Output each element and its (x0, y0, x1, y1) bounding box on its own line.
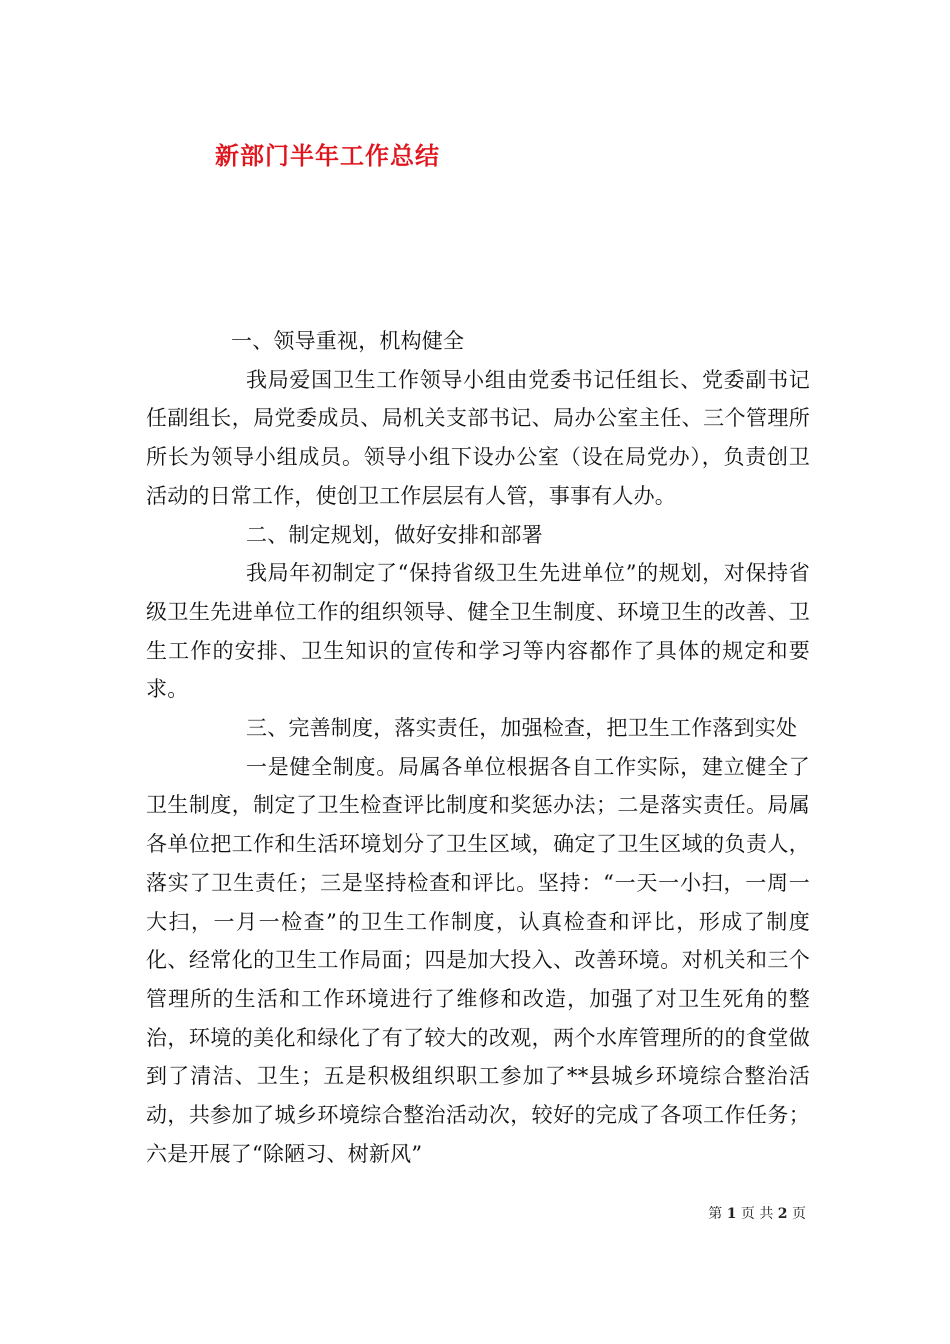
footer-middle: 页 共 (740, 1206, 774, 1222)
section-heading-1: 一、领导重视，机构健全 (231, 329, 465, 353)
paragraph-1: 我局爱国卫生工作领导小组由党委书记任组长、党委副书记任副组长，局党委成员、局机关支部书记、局办公室主任、三个管理所所长为领导小组成员。领导小组下设办公室（设在局党办），负责创卫活动的日常工作，使创卫工作层层有人管，事事有人办。 (146, 367, 810, 508)
paragraph-3: 一是健全制度。局属各单位根据各自工作实际，建立健全了卫生制度，制定了卫生检查评比制度和奖惩办法；二是落实责任。局属各单位把工作和生活环境划分了卫生区域，确定了卫生区域的负责人，落实了卫生责任；三是坚持检查和评比。坚持：“一天一小扫，一周一大扫，一月一检查”的卫生工作制度，认真检查和评比，形成了制度化、经常化的卫生工作局面；四是加大投入、改善环境。对机关和三个管理所的生活和工作环境进行了维修和改造，加强了对卫生死角的整治，环境的美化和绿化了有了较大的改观，两个水库管理所的的食堂做到了清洁、卫生；五是积极组织职工参加了**县城乡环境综合整治活动，共参加了城乡环境综合整治活动次，较好的完成了各项工作任务；六是开展了“除陋习、树新风” (146, 754, 810, 1166)
footer-suffix: 页 (792, 1206, 806, 1222)
footer-prefix: 第 (708, 1206, 723, 1222)
section-heading-3: 三、完善制度，落实责任，加强检查，把卫生工作落到实处 (246, 716, 798, 741)
document-title: 新部门半年工作总结 (215, 142, 440, 170)
section-heading-2: 二、制定规划，做好安排和部署 (246, 522, 543, 547)
document-body (146, 322, 810, 1173)
page-footer (0, 1203, 806, 1223)
paragraph-2: 我局年初制定了“保持省级卫生先进单位”的规划，对保持省级卫生先进单位工作的组织领导、健全卫生制度、环境卫生的改善、卫生工作的安排、卫生知识的宣传和学习等内容都作了具体的规定和要求。 (146, 561, 810, 702)
footer-total-pages: 2 (777, 1206, 788, 1222)
footer-page-number: 1 (726, 1206, 737, 1222)
